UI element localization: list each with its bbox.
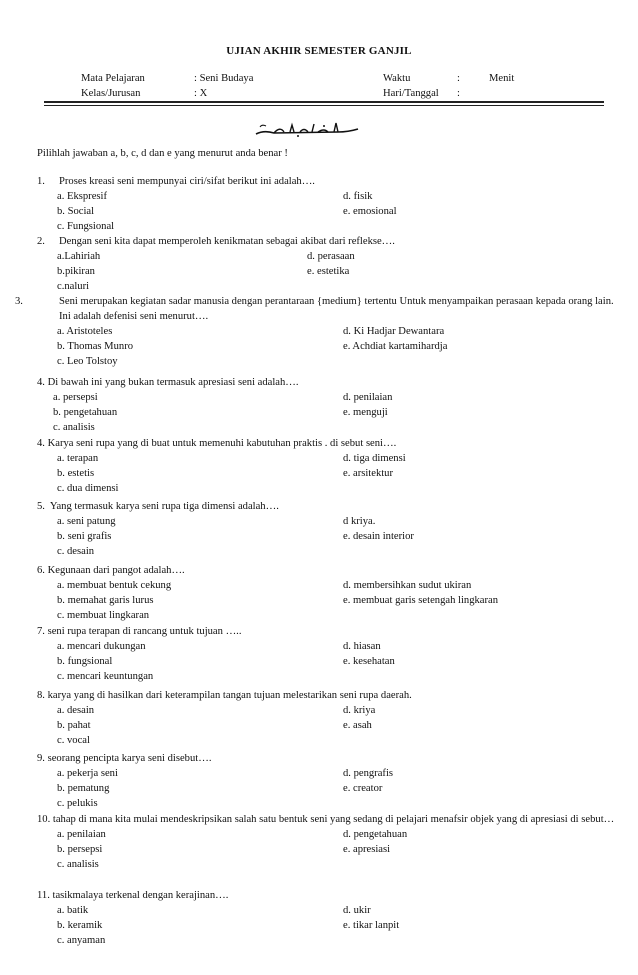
question-text: tahap di mana kita mulai mendeskripsikan salah satu bentuk seni yang sedang di pelajari menafsir objek yang di apresiasi di sebut… bbox=[52, 814, 615, 825]
option-a[interactable]: a. penilaian bbox=[57, 829, 106, 840]
option-b[interactable]: b. estetis bbox=[57, 468, 95, 479]
option-e[interactable]: e. Achdiat kartamihardja bbox=[343, 341, 448, 352]
option-a[interactable]: a. desain bbox=[57, 705, 95, 716]
option-a[interactable]: a. Aristoteles bbox=[57, 326, 113, 337]
question-number: 8. bbox=[37, 690, 45, 701]
hari-colon: : bbox=[457, 88, 460, 99]
question-number: 9. bbox=[37, 753, 45, 764]
header-divider-thick bbox=[44, 101, 604, 103]
question-text: Yang termasuk karya seni rupa tiga dimensi adalah…. bbox=[49, 501, 279, 512]
question-6 bbox=[37, 563, 607, 623]
option-e[interactable]: e. asah bbox=[343, 720, 372, 731]
option-b[interactable]: b. pematung bbox=[57, 783, 110, 794]
question-number: 7. bbox=[37, 626, 45, 637]
waktu-value: Menit bbox=[489, 73, 515, 84]
option-c[interactable]: c.naluri bbox=[57, 281, 90, 292]
question-1 bbox=[37, 174, 607, 234]
question-5 bbox=[37, 499, 607, 559]
question-number: 4. bbox=[37, 438, 45, 449]
option-a[interactable]: a. seni patung bbox=[57, 516, 116, 527]
waktu-label: Waktu bbox=[383, 73, 411, 84]
option-a[interactable]: a.Lahiriah bbox=[57, 251, 101, 262]
option-d[interactable]: d. fisik bbox=[343, 191, 373, 202]
option-d[interactable]: d. hiasan bbox=[343, 641, 381, 652]
question-text: Di bawah ini yang bukan termasuk apresiasi seni adalah…. bbox=[47, 377, 299, 388]
question-3 bbox=[15, 294, 614, 369]
waktu-colon: : bbox=[457, 73, 460, 84]
option-b[interactable]: b. seni grafis bbox=[57, 531, 112, 542]
question-text: seorang pencipta karya seni disebut…. bbox=[47, 753, 212, 764]
header-divider-thin bbox=[44, 105, 604, 106]
question-number: 11. bbox=[37, 890, 50, 901]
option-a[interactable]: a. batik bbox=[57, 905, 89, 916]
question-7 bbox=[37, 624, 607, 684]
option-c[interactable]: c. Fungsional bbox=[57, 221, 115, 232]
question-9 bbox=[37, 751, 607, 811]
option-a[interactable]: a. pekerja seni bbox=[57, 768, 118, 779]
mapel-value: : Seni Budaya bbox=[194, 73, 254, 84]
question-text: Karya seni rupa yang di buat untuk memenuhi kabutuhan praktis . di sebut seni…. bbox=[47, 438, 397, 449]
option-b[interactable]: b. Social bbox=[57, 206, 95, 217]
instruction-text: Pilihlah jawaban a, b, c, d dan e yang menurut anda benar ! bbox=[37, 148, 288, 159]
option-d[interactable]: d. pengrafis bbox=[343, 768, 394, 779]
option-b[interactable]: b. keramik bbox=[57, 920, 103, 931]
option-c[interactable]: c. dua dimensi bbox=[57, 483, 119, 494]
question-10 bbox=[37, 812, 615, 872]
mapel-label: Mata Pelajaran bbox=[81, 73, 145, 84]
question-4b bbox=[37, 436, 607, 496]
question-11 bbox=[37, 888, 607, 948]
question-4a bbox=[37, 375, 607, 435]
option-c[interactable]: c. vocal bbox=[57, 735, 90, 746]
option-e[interactable]: e. tikar lanpit bbox=[343, 920, 400, 931]
option-e[interactable]: e. emosional bbox=[343, 206, 397, 217]
option-c[interactable]: c. membuat lingkaran bbox=[57, 610, 150, 621]
question-text: Dengan seni kita dapat memperoleh kenikmatan sebagai akibat dari reflekse…. bbox=[59, 236, 395, 247]
option-b[interactable]: b. pengetahuan bbox=[53, 407, 118, 418]
question-number: 6. bbox=[37, 565, 45, 576]
option-b[interactable]: b. pahat bbox=[57, 720, 91, 731]
question-text: seni rupa terapan di rancang untuk tujuan ….. bbox=[47, 626, 242, 637]
question-text: Seni merupakan kegiatan sadar manusia dengan perantaraan {medium} tertentu Untuk menyampaikan perasaan kepada orang lain. Ini adalah defenisi seni menurut…. bbox=[59, 296, 614, 322]
option-c[interactable]: c. mencari keuntungan bbox=[57, 671, 154, 682]
option-e[interactable]: e. arsitektur bbox=[343, 468, 394, 479]
option-c[interactable]: c. desain bbox=[57, 546, 95, 557]
question-text: Proses kreasi seni mempunyai ciri/sifat berikut ini adalah…. bbox=[59, 176, 315, 187]
question-text: tasikmalaya terkenal dengan kerajinan…. bbox=[52, 890, 229, 901]
option-a[interactable]: a. terapan bbox=[57, 453, 99, 464]
option-d[interactable]: d. tiga dimensi bbox=[343, 453, 406, 464]
question-number: 4. bbox=[37, 377, 45, 388]
question-number: 1. bbox=[37, 176, 45, 187]
option-d[interactable]: d. penilaian bbox=[343, 392, 393, 403]
option-e[interactable]: e. estetika bbox=[307, 266, 350, 277]
option-b[interactable]: b. persepsi bbox=[57, 844, 103, 855]
option-b[interactable]: b. memahat garis lurus bbox=[57, 595, 154, 606]
option-a[interactable]: a. mencari dukungan bbox=[57, 641, 146, 652]
option-e[interactable]: e. kesehatan bbox=[343, 656, 395, 667]
kelas-value: : X bbox=[194, 88, 208, 99]
question-2 bbox=[37, 234, 607, 294]
exam-title: UJIAN AKHIR SEMESTER GANJIL bbox=[226, 45, 412, 57]
option-a[interactable]: a. Ekspresif bbox=[57, 191, 108, 202]
question-number: 2. bbox=[37, 236, 45, 247]
option-e[interactable]: e. menguji bbox=[343, 407, 388, 418]
option-d[interactable]: d. Ki Hadjar Dewantara bbox=[343, 326, 445, 337]
option-d[interactable]: d. perasaan bbox=[307, 251, 355, 262]
basmalah-calligraphy bbox=[254, 120, 360, 145]
option-a[interactable]: a. membuat bentuk cekung bbox=[57, 580, 172, 591]
question-number: 10. bbox=[37, 814, 51, 825]
option-c[interactable]: c. anyaman bbox=[57, 935, 106, 946]
option-e[interactable]: e. creator bbox=[343, 783, 383, 794]
hari-label: Hari/Tanggal bbox=[383, 88, 439, 99]
kelas-label: Kelas/Jurusan bbox=[81, 88, 141, 99]
option-e[interactable]: e. apresiasi bbox=[343, 844, 391, 855]
option-b[interactable]: b. Thomas Munro bbox=[57, 341, 134, 352]
question-number: 3. bbox=[15, 296, 23, 307]
option-d[interactable]: d. membersihkan sudut ukiran bbox=[343, 580, 472, 591]
question-8 bbox=[37, 688, 607, 748]
option-c[interactable]: c. Leo Tolstoy bbox=[57, 356, 118, 367]
option-e[interactable]: e. membuat garis setengah lingkaran bbox=[343, 595, 499, 606]
question-number: 5. bbox=[37, 501, 45, 512]
option-b[interactable]: b.pikiran bbox=[57, 266, 95, 277]
question-text: Kegunaan dari pangot adalah…. bbox=[47, 565, 185, 576]
option-d[interactable]: d. kriya bbox=[343, 705, 376, 716]
option-e[interactable]: e. desain interior bbox=[343, 531, 414, 542]
question-text: karya yang di hasilkan dari keterampilan tangan tujuan melestarikan seni rupa daerah. bbox=[47, 690, 412, 701]
option-c[interactable]: c. analisis bbox=[53, 422, 95, 433]
option-d[interactable]: d. pengetahuan bbox=[343, 829, 408, 840]
option-d[interactable]: d kriya. bbox=[343, 516, 376, 527]
option-c[interactable]: c. pelukis bbox=[57, 798, 98, 809]
option-d[interactable]: d. ukir bbox=[343, 905, 371, 916]
option-c[interactable]: c. analisis bbox=[57, 859, 99, 870]
option-a[interactable]: a. persepsi bbox=[53, 392, 98, 403]
option-b[interactable]: b. fungsional bbox=[57, 656, 113, 667]
